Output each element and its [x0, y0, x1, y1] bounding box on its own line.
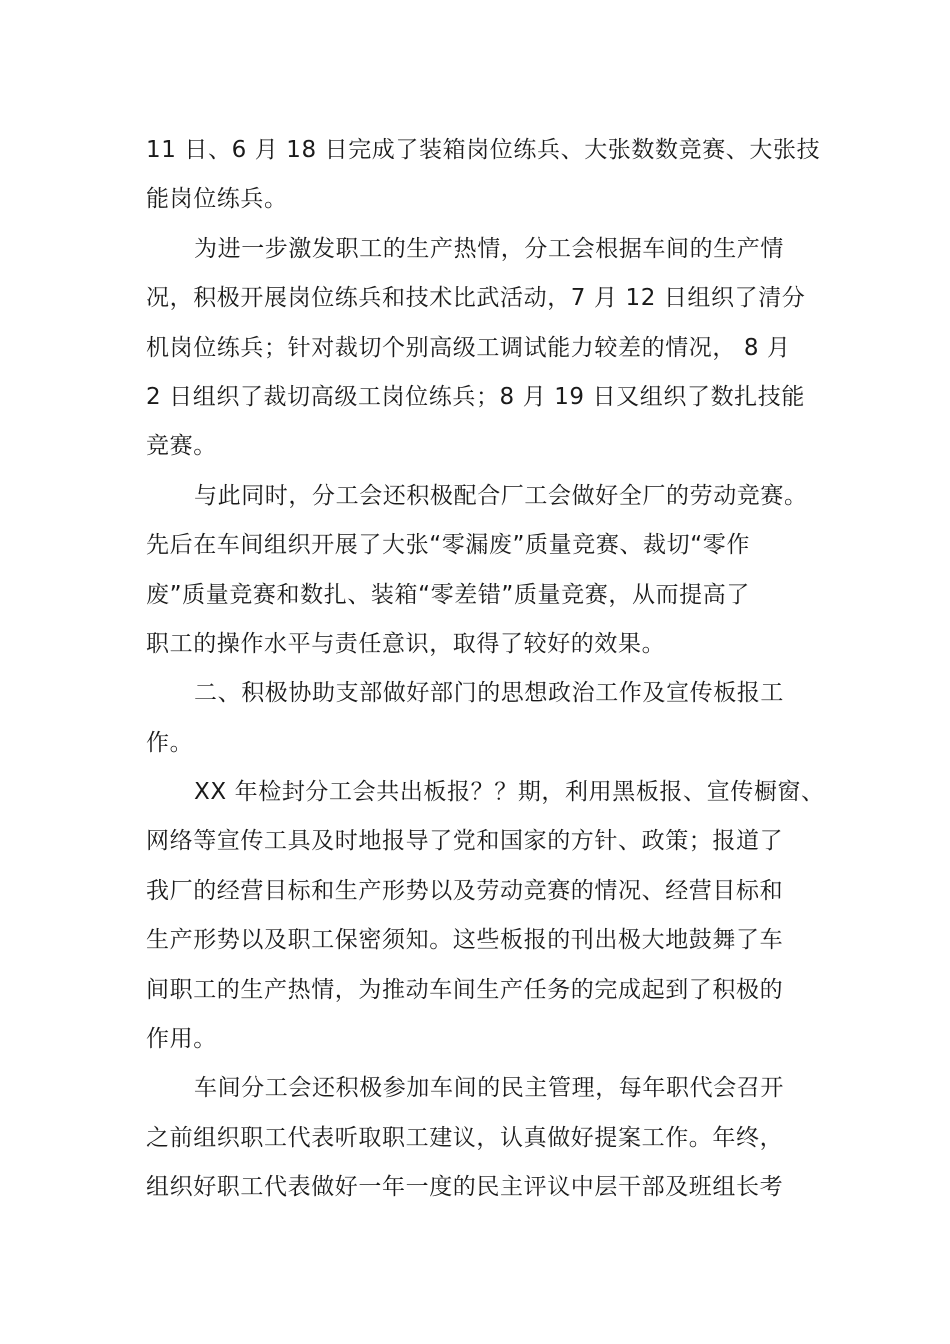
text-line: 组织好职工代表做好一年一度的民主评议中层干部及班组长考	[146, 1174, 784, 1201]
document-body	[146, 126, 836, 1213]
text-line: 2 日组织了裁切高级工岗位练兵；8 月 19 日又组织了数扎技能	[146, 383, 805, 410]
text-line: 作用。	[146, 1026, 217, 1053]
text-line: 为进一步激发职工的生产热情，分工会根据车间的生产情	[194, 235, 784, 262]
text-line: 作。	[146, 729, 194, 756]
text-line: 职工的操作水平与责任意识，取得了较好的效果。	[146, 630, 666, 657]
text-line: 间职工的生产热情，为推动车间生产任务的完成起到了积极的	[146, 976, 784, 1003]
text-line: 况，积极开展岗位练兵和技术比武活动，7 月 12 日组织了清分	[146, 285, 806, 312]
text-line: 能岗位练兵。	[146, 186, 288, 213]
text-line: 先后在车间组织开展了大张“零漏废”质量竞赛、裁切“零作	[146, 532, 750, 559]
text-line: XX 年检封分工会共出板报？？期，利用黑板报、宣传橱窗、	[194, 779, 825, 806]
text-line: 车间分工会还积极参加车间的民主管理，每年职代会召开	[194, 1075, 784, 1102]
text-line: 生产形势以及职工保密须知。这些板报的刊出极大地鼓舞了车	[146, 927, 784, 954]
text-line: 竞赛。	[146, 433, 217, 460]
text-line: 之前组织职工代表听取职工建议，认真做好提案工作。年终，	[146, 1124, 784, 1151]
text-line: 我厂的经营目标和生产形势以及劳动竞赛的情况、经营目标和	[146, 877, 784, 904]
text-line: 11 日、6 月 18 日完成了装箱岗位练兵、大张数数竞赛、大张技	[146, 137, 821, 163]
text-line: 二、积极协助支部做好部门的思想政治工作及宣传板报工	[194, 680, 784, 707]
text-line: 与此同时，分工会还积极配合厂工会做好全厂的劳动竞赛。	[194, 482, 808, 509]
text-line: 废”质量竞赛和数扎、装箱“零差错”质量竞赛，从而提高了	[146, 581, 750, 608]
text-line: 网络等宣传工具及时地报导了党和国家的方针、政策；报道了	[146, 828, 784, 855]
text-line: 机岗位练兵；针对裁切个别高级工调试能力较差的情况， 8 月	[146, 334, 791, 361]
